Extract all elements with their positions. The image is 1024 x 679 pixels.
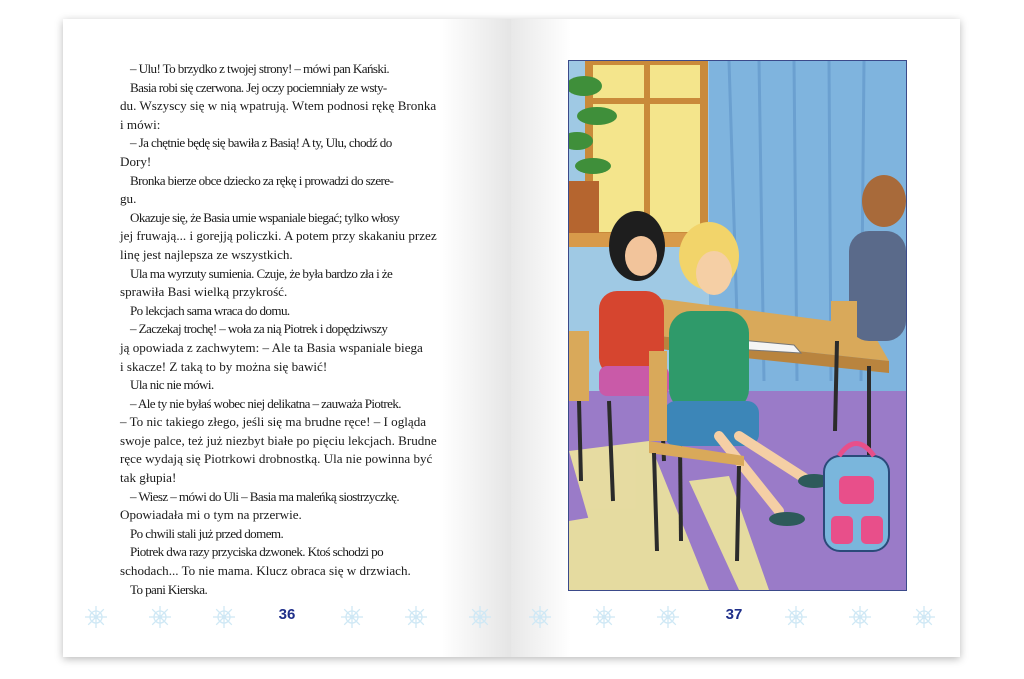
text-line: Okazuje się, że Basia umie wspaniale biegać; tylko włosy xyxy=(130,209,400,225)
text-line: Piotrek dwa razy przyciska dzwonek. Ktoś schodzi po xyxy=(130,544,384,560)
text-line: linę jest najlepsza ze wszystkich. xyxy=(120,246,293,262)
text-line: Ula ma wyrzuty sumienia. Czuje, że była bardzo zła i że xyxy=(130,265,393,281)
text-line: – Wiesz – mówi do Uli – Basia ma maleńką siostrzyczkę. xyxy=(130,488,400,504)
text-line: i mówi: xyxy=(120,116,161,132)
text-line: ręce wydają się Piotrkowi drobnostką. Ula nie powinna być xyxy=(120,451,433,467)
right-page-footer xyxy=(511,604,960,630)
text-line: Opowiadała mi o tym na przerwie. xyxy=(120,507,302,523)
snowflake-ornament-icon xyxy=(83,604,109,630)
snowflake-ornament-icon xyxy=(527,604,553,630)
text-line: Bronka bierze obce dziecko za rękę i prowadzi do szere- xyxy=(130,172,394,188)
text-line: jej fruwają... i gorejją policzki. A potem przy skakaniu przez xyxy=(120,228,437,244)
text-line: To pani Kierska. xyxy=(130,581,208,597)
text-line: – Ale ty nie byłaś wobec niej delikatna – zauważa Piotrek. xyxy=(130,395,401,411)
snowflake-ornament-icon xyxy=(467,604,493,630)
left-page-footer xyxy=(63,604,511,630)
text-line: schodach... To nie mama. Klucz obraca się w drzwiach. xyxy=(120,563,411,579)
text-line: Ula nic nie mówi. xyxy=(130,377,214,393)
gutter-shadow xyxy=(511,19,571,657)
snowflake-ornament-icon xyxy=(403,604,429,630)
snowflake-ornament-icon xyxy=(147,604,173,630)
text-line: tak głupia! xyxy=(120,470,177,486)
right-page xyxy=(511,19,960,657)
text-line: – Ja chętnie będę się bawiła z Basią! A ty, Ulu, chodź do xyxy=(130,135,392,151)
classroom-illustration xyxy=(568,60,907,591)
text-line: – Ulu! To brzydko z twojej strony! – mówi pan Kański. xyxy=(130,61,390,76)
snowflake-ornament-icon xyxy=(847,604,873,630)
text-line: gu. xyxy=(120,191,137,207)
story-text xyxy=(120,60,458,599)
left-page xyxy=(63,19,511,657)
text-line: Po chwili stali już przed domem. xyxy=(130,525,284,541)
page-number: 36 xyxy=(278,606,296,623)
text-line: Basia robi się czerwona. Jej oczy pociemniały ze wsty- xyxy=(130,79,387,95)
open-book xyxy=(63,19,960,657)
text-line: Dory! xyxy=(120,153,152,169)
snowflake-ornament-icon xyxy=(783,604,809,630)
text-line: Po lekcjach sama wraca do domu. xyxy=(130,302,290,318)
page-number: 37 xyxy=(725,606,743,623)
text-line: du. Wszyscy się w nią wpatrują. Wtem podnosi rękę Bronka xyxy=(120,98,437,114)
classroom-illustration-drawing xyxy=(569,61,906,590)
text-line: ją opowiada z zachwytem: – Ale ta Basia wspaniale biega xyxy=(120,339,423,355)
text-line: sprawiła Basi wielką przykrość. xyxy=(120,284,288,300)
snowflake-ornament-icon xyxy=(911,604,937,630)
snowflake-ornament-icon xyxy=(339,604,365,630)
text-line: i skacze! Z taką to by można się bawić! xyxy=(120,358,328,374)
snowflake-ornament-icon xyxy=(591,604,617,630)
snowflake-ornament-icon xyxy=(655,604,681,630)
text-line: swoje palce, też już niezbyt białe po pięciu lekcjach. Brudne xyxy=(120,432,437,448)
text-line: – Zaczekaj trochę! – woła za nią Piotrek i dopędziwszy xyxy=(130,321,388,337)
snowflake-ornament-icon xyxy=(211,604,237,630)
text-line: – To nic takiego złego, jeśli się ma brudne ręce! – I ogląda xyxy=(120,414,427,430)
